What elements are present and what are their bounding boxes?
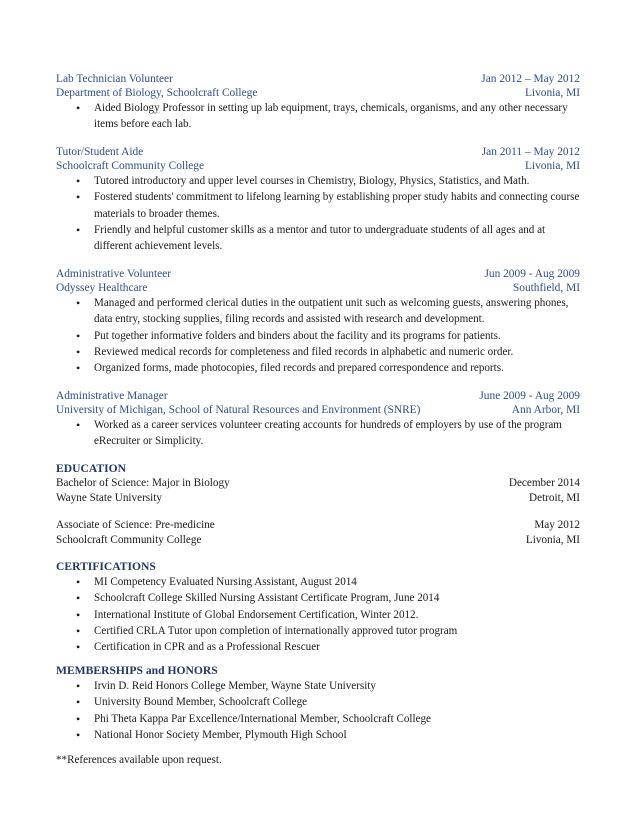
job-location: Southfield, MI [512,281,580,294]
membership-item: • Phi Theta Kappa Par Excellence/International Member, Schoolcraft College [56,711,580,727]
bullet-item: • Organized forms, made photocopies, filed records and prepared correspondence and reports. [56,360,580,376]
bullet-item: • Put together informative folders and binders about the facility and its programs for patients. [56,328,580,344]
job-org-row [56,86,580,100]
job-header [56,145,580,159]
education-degree-row [56,518,580,533]
education-school-row [56,533,580,548]
job-location: Livonia, MI [524,87,580,99]
references-note: **References available upon request. [56,754,222,767]
membership-item: • National Honor Society Member, Plymouth High School [56,727,580,743]
school-location: Livonia, MI [525,533,580,546]
bullet-item: • Reviewed medical records for completeness and filed records in alphabetic and numeric order. [56,344,580,360]
certification-item: • Certification in CPR and as a Professional Rescuer [56,639,580,655]
job-bullets [56,295,580,377]
experience-section [56,72,580,450]
bullet-item: • Aided Biology Professor in setting up lab equipment, trays, chemicals, organisms, and any other necessary items before each lab. [56,100,580,133]
education-degree-row [56,476,580,491]
school-location: Detroit, MI [529,491,580,504]
job-org-row [56,403,580,417]
job-title: Administrative Volunteer [56,267,172,280]
resume-page [56,72,580,768]
memberships-section [56,664,580,744]
job-org-row [56,159,580,173]
certification-item: • MI Competency Evaluated Nursing Assistant, August 2014 [56,574,580,590]
job-entry [56,72,580,133]
school-name: Wayne State University [56,491,162,504]
membership-item: • University Bound Member, Schoolcraft College [56,694,580,710]
job-title: Lab Technician Volunteer [56,73,173,85]
job-location: Livonia, MI [524,159,580,172]
job-title: Administrative Manager [56,389,168,402]
bullet-item: • Managed and performed clerical duties in the outpatient unit such as welcoming guests, answering phones, data entry, stocking supplies, filing records and assisted with research and development. [56,295,580,328]
job-entry [56,267,580,377]
job-title: Tutor/Student Aide [56,145,144,158]
section-heading-certifications: CERTIFICATIONS [56,559,156,573]
education-section [56,462,580,548]
job-bullets [56,173,580,255]
education-entry [56,518,580,548]
job-dates: Jun 2009 - Aug 2009 [484,267,580,280]
job-organization: University of Michigan, School of Natural Resources and Environment (SNRE) [56,403,421,416]
bullet-item: • Friendly and helpful customer skills as a mentor and tutor to undergraduate students of all ages and at different achievement levels. [56,222,580,255]
section-heading-memberships: MEMBERSHIPS and HONORS [56,663,218,677]
certifications-list [56,574,580,656]
job-organization: Odyssey Healthcare [56,281,148,294]
job-dates: Jan 2011 – May 2012 [481,145,580,158]
section-heading-education: EDUCATION [56,461,126,475]
job-entry [56,389,580,450]
job-header [56,72,580,86]
job-organization: Schoolcraft Community College [56,159,205,172]
membership-item: • Irvin D. Reid Honors College Member, Wayne State University [56,678,580,694]
job-header [56,267,580,281]
job-dates: June 2009 - Aug 2009 [479,389,580,402]
memberships-list [56,678,580,744]
bullet-item: • Fostered students' commitment to lifelong learning by establishing proper study habits and connecting course materials to broader themes. [56,189,580,222]
bullet-item: • Tutored introductory and upper level courses in Chemistry, Biology, Physics, Statistics, and Math. [56,173,580,189]
degree-name: Associate of Science: Pre-medicine [56,518,215,531]
degree-name: Bachelor of Science: Major in Biology [56,476,230,489]
certifications-section [56,560,580,656]
job-entry [56,145,580,255]
job-bullets [56,100,580,133]
job-bullets [56,417,580,450]
school-name: Schoolcraft Community College [56,533,202,546]
bullet-item: • Worked as a career services volunteer creating accounts for hundreds of employers by use of the program eRecruiter or Simplicity. [56,417,580,450]
certification-item: • Certified CRLA Tutor upon completion of internationally approved tutor program [56,623,580,639]
job-organization: Department of Biology, Schoolcraft College [56,87,258,99]
certification-item: • Schoolcraft College Skilled Nursing Assistant Certificate Program, June 2014 [56,590,580,606]
education-entry [56,476,580,506]
degree-date: May 2012 [534,518,580,531]
job-location: Ann Arbor, MI [511,403,580,416]
degree-date: December 2014 [508,476,580,489]
certification-item: • International Institute of Global Endorsement Certification, Winter 2012. [56,607,580,623]
job-header [56,389,580,403]
education-school-row [56,491,580,506]
job-org-row [56,281,580,295]
job-dates: Jan 2012 – May 2012 [481,73,580,85]
